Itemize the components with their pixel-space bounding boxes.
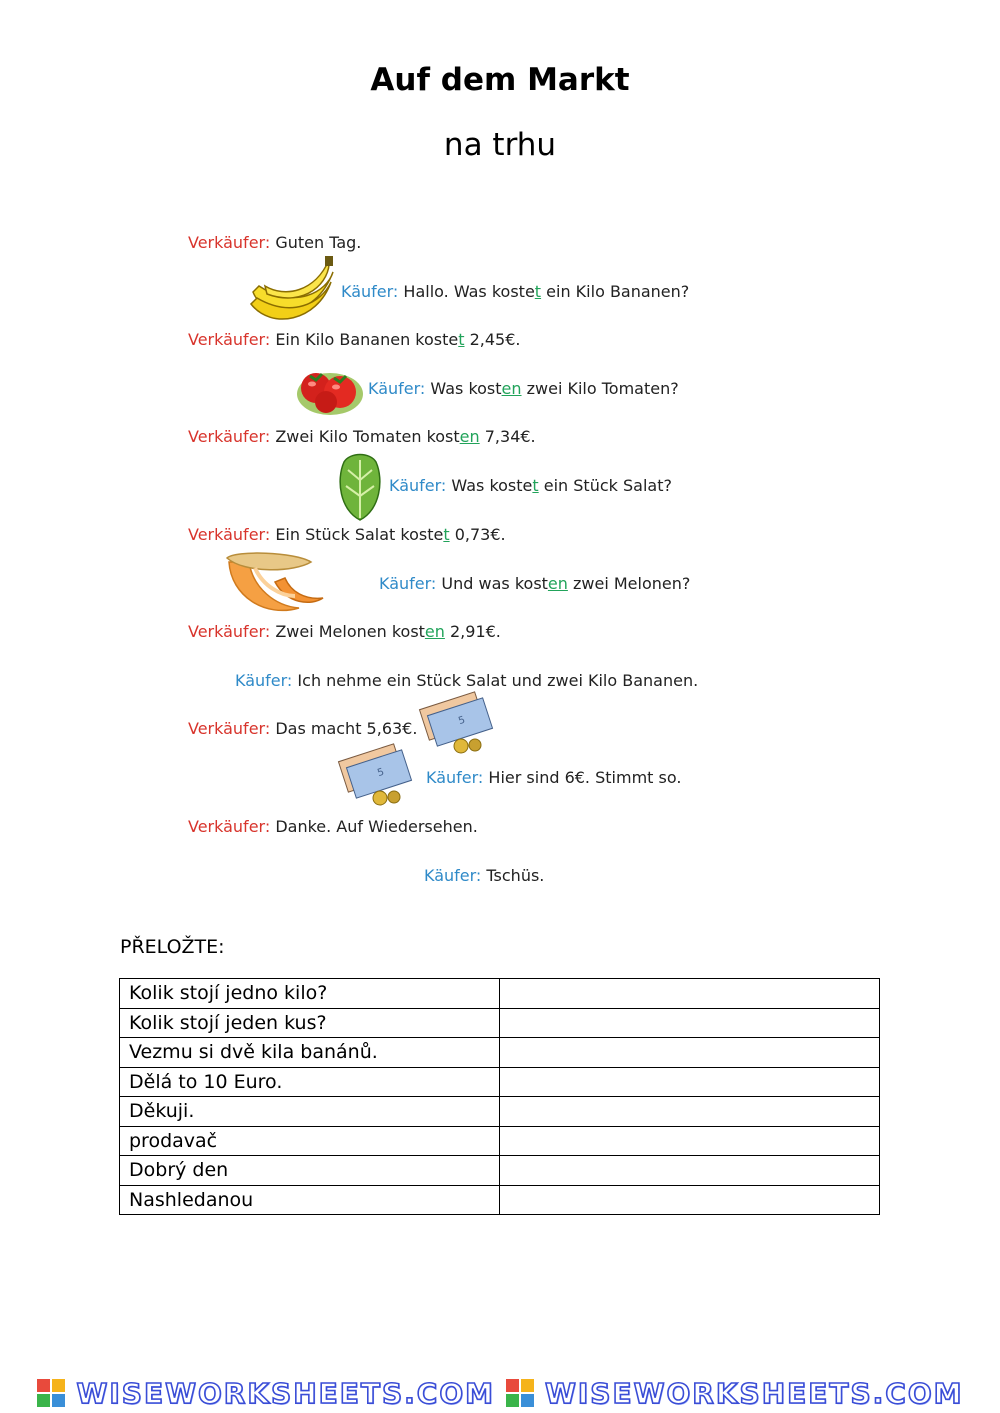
line-text-post: 2,91€. — [444, 622, 501, 641]
table-row — [120, 1156, 880, 1186]
footer-brand-text: WISEWORKSHEETS.COM — [545, 1376, 964, 1410]
seller-label: Verkäufer: — [188, 427, 271, 446]
line-text-post: ein Stück Salat? — [538, 476, 672, 495]
answer-cell[interactable] — [500, 1185, 880, 1215]
seller-label: Verkäufer: — [188, 330, 271, 349]
svg-text:5: 5 — [457, 714, 467, 728]
verb-ending: t — [532, 476, 539, 495]
euro-money-image — [417, 690, 497, 756]
answer-cell[interactable] — [500, 979, 880, 1009]
czech-phrase: Kolik stojí jeden kus? — [120, 1008, 500, 1038]
line-text: Hier sind 6€. Stimmt so. — [488, 768, 682, 787]
czech-phrase: prodavač — [120, 1126, 500, 1156]
footer-watermark — [0, 1376, 1000, 1410]
czech-phrase: Děkuji. — [120, 1097, 500, 1127]
table-row — [120, 1067, 880, 1097]
answer-cell[interactable] — [500, 1097, 880, 1127]
line-text: Ich nehme ein Stück Salat und zwei Kilo Bananen. — [297, 671, 699, 690]
wiseworksheets-logo-icon — [505, 1378, 535, 1408]
wiseworksheets-logo-icon — [36, 1378, 66, 1408]
line-text: Tschüs. — [486, 866, 545, 885]
translation-table — [119, 978, 880, 1215]
czech-phrase: Vezmu si dvě kila banánů. — [120, 1038, 500, 1068]
line-text-post: ein Kilo Bananen? — [541, 282, 690, 301]
seller-label: Verkäufer: — [188, 525, 271, 544]
buyer-label: Käufer: — [389, 476, 447, 495]
seller-label: Verkäufer: — [188, 233, 271, 252]
czech-phrase: Nashledanou — [120, 1185, 500, 1215]
dialogue-line-4 — [368, 379, 679, 398]
buyer-label: Käufer: — [368, 379, 426, 398]
line-text-post: 2,45€. — [464, 330, 521, 349]
dialogue-line-13 — [188, 817, 478, 836]
line-text-pre: Hallo. Was koste — [403, 282, 535, 301]
line-text: Das macht 5,63€. — [275, 719, 418, 738]
answer-cell[interactable] — [500, 1156, 880, 1186]
dialogue-line-14 — [424, 866, 544, 885]
line-text-pre: Ein Kilo Bananen koste — [275, 330, 459, 349]
verb-ending: t — [458, 330, 465, 349]
answer-cell[interactable] — [500, 1038, 880, 1068]
verb-ending: t — [443, 525, 450, 544]
footer-brand-text: WISEWORKSHEETS.COM — [76, 1376, 495, 1410]
page-subtitle: na trhu — [443, 127, 557, 163]
answer-cell[interactable] — [500, 1067, 880, 1097]
tomatoes-image — [296, 364, 364, 416]
line-text-pre: Zwei Melonen kost — [275, 622, 425, 641]
svg-text:5: 5 — [376, 766, 386, 780]
dialogue-line-8 — [379, 574, 690, 593]
verb-ending: t — [534, 282, 542, 301]
verb-ending: en — [501, 379, 522, 398]
seller-label: Verkäufer: — [188, 817, 271, 836]
line-text-pre: Was kost — [430, 379, 502, 398]
table-row — [120, 1185, 880, 1215]
buyer-label: Käufer: — [426, 768, 484, 787]
dialogue-line-9 — [188, 622, 501, 641]
line-text-post: zwei Melonen? — [567, 574, 691, 593]
line-text-post: zwei Kilo Tomaten? — [521, 379, 679, 398]
line-text: Guten Tag. — [275, 233, 362, 252]
buyer-label: Käufer: — [235, 671, 293, 690]
dialogue-line-11 — [188, 719, 417, 738]
buyer-label: Käufer: — [379, 574, 437, 593]
bananas-image — [245, 252, 337, 328]
line-text: Danke. Auf Wiedersehen. — [275, 817, 478, 836]
table-row — [120, 979, 880, 1009]
table-row — [120, 1097, 880, 1127]
answer-cell[interactable] — [500, 1126, 880, 1156]
verb-ending: en — [547, 574, 568, 593]
czech-phrase: Dělá to 10 Euro. — [120, 1067, 500, 1097]
buyer-label: Käufer: — [341, 282, 399, 301]
dialogue-line-3 — [188, 330, 521, 349]
table-row — [120, 1008, 880, 1038]
table-row — [120, 1038, 880, 1068]
line-text-post: 0,73€. — [449, 525, 506, 544]
melon-image — [225, 552, 325, 618]
dialogue-line-7 — [188, 525, 506, 544]
table-row — [120, 1126, 880, 1156]
answer-cell[interactable] — [500, 1008, 880, 1038]
buyer-label: Käufer: — [424, 866, 482, 885]
line-text-pre: Was koste — [451, 476, 533, 495]
seller-label: Verkäufer: — [188, 719, 271, 738]
verb-ending: en — [459, 427, 480, 446]
dialogue-line-2 — [341, 282, 689, 301]
dialogue-line-1 — [188, 233, 361, 252]
euro-money-image — [336, 742, 416, 808]
czech-phrase: Dobrý den — [120, 1156, 500, 1186]
verb-ending: en — [424, 622, 445, 641]
dialogue-line-12 — [426, 768, 681, 787]
dialogue-line-6 — [389, 476, 672, 495]
seller-label: Verkäufer: — [188, 622, 271, 641]
line-text-pre: Zwei Kilo Tomaten kost — [275, 427, 460, 446]
line-text-pre: Und was kost — [441, 574, 548, 593]
dialogue-line-10 — [235, 671, 698, 690]
line-text-pre: Ein Stück Salat koste — [275, 525, 444, 544]
line-text-post: 7,34€. — [479, 427, 536, 446]
page-title: Auf dem Markt — [370, 62, 630, 98]
task-label: PŘELOŽTE: — [120, 936, 225, 958]
dialogue-line-5 — [188, 427, 536, 446]
lettuce-image — [334, 450, 386, 522]
czech-phrase: Kolik stojí jedno kilo? — [120, 979, 500, 1009]
